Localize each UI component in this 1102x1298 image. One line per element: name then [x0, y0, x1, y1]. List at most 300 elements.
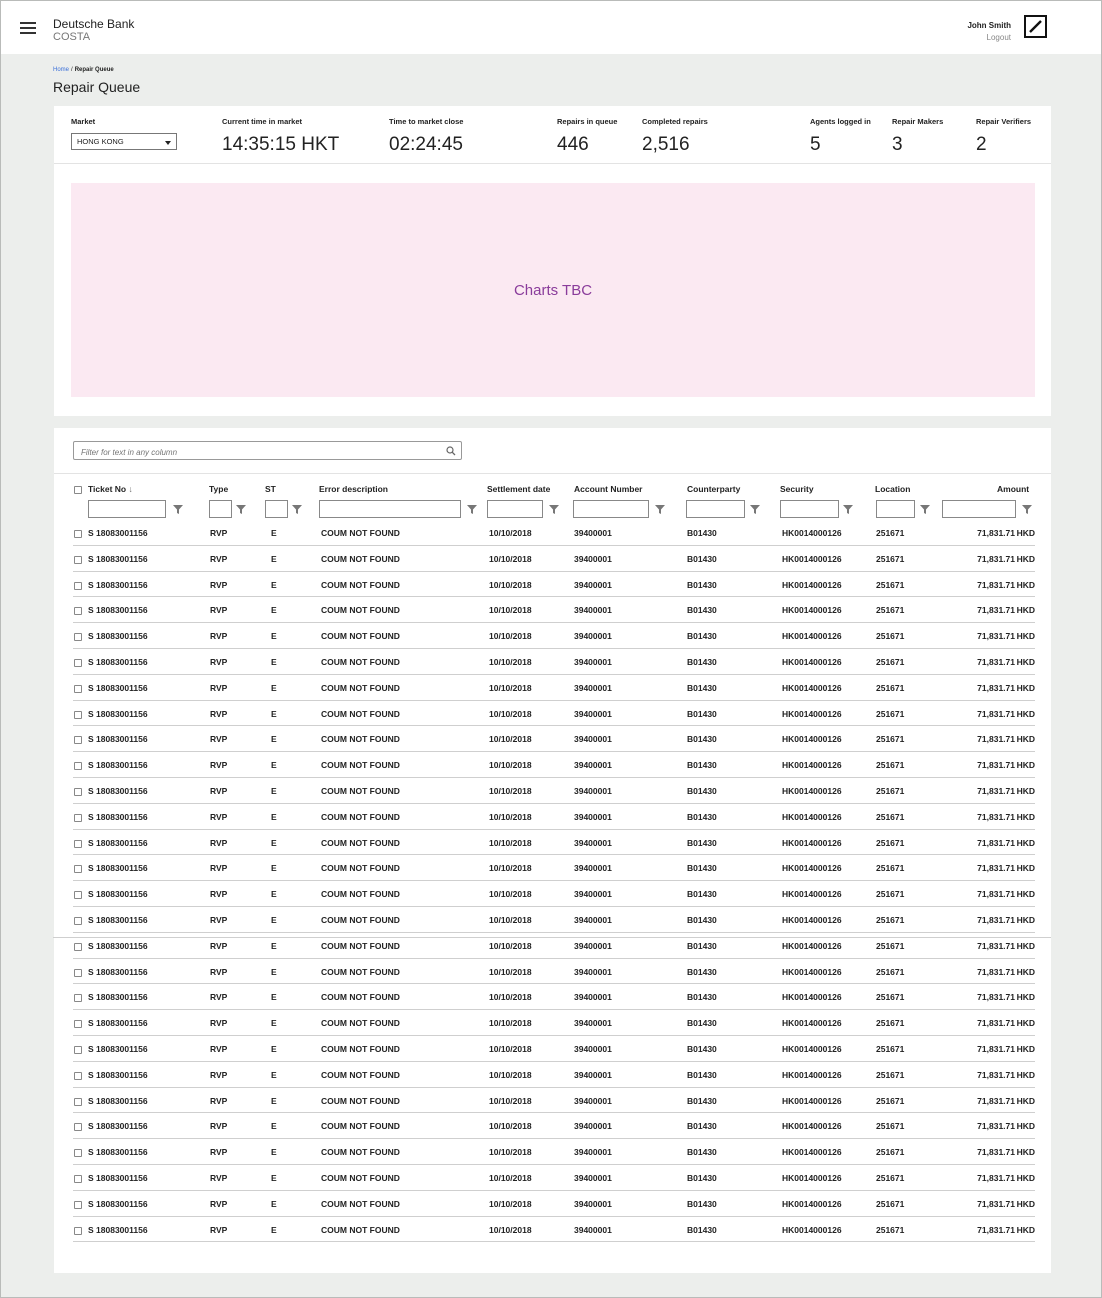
table-row[interactable] [73, 804, 1035, 830]
type-cell: RVP [210, 528, 228, 538]
user-name: John Smith [967, 21, 1011, 30]
table-row[interactable] [73, 778, 1035, 804]
table-row[interactable] [73, 1217, 1035, 1243]
table-row[interactable] [73, 1139, 1035, 1165]
table-row[interactable] [73, 597, 1035, 623]
st-cell: E [271, 1095, 277, 1106]
filter-icon[interactable] [1022, 505, 1032, 514]
counterparty-cell: B01430 [687, 682, 717, 693]
amount-cell: 71,831.71 [977, 1095, 1015, 1106]
row-checkbox[interactable] [74, 762, 82, 770]
location-cell: 251671 [876, 682, 905, 693]
amount-cell: 71,831.71 [977, 1044, 1015, 1054]
type-cell: RVP [210, 915, 228, 925]
counterparty-cell: B01430 [687, 528, 717, 538]
ticket-no-cell: S 18083001156 [88, 708, 148, 719]
amount-cell: 71,831.71 [977, 811, 1015, 822]
location-cell: 251671 [876, 734, 905, 745]
type-cell: RVP [210, 1018, 228, 1029]
counterparty-cell: B01430 [687, 553, 717, 564]
counterparty-cell: B01430 [687, 1018, 717, 1029]
location-cell: 251671 [876, 1044, 905, 1054]
table-row[interactable] [73, 623, 1035, 649]
table-row[interactable] [73, 984, 1035, 1010]
row-checkbox[interactable] [74, 607, 82, 615]
type-cell: RVP [210, 1173, 228, 1183]
stat-value: 2 [976, 134, 987, 155]
column-header-security[interactable]: Security [780, 484, 814, 494]
error-description-cell: COUM NOT FOUND [321, 1173, 400, 1183]
type-cell: RVP [210, 966, 228, 977]
table-row[interactable] [73, 855, 1035, 881]
error-description-cell: COUM NOT FOUND [321, 1121, 400, 1132]
settlement-date-filter-input[interactable] [487, 500, 543, 518]
st-cell: E [271, 528, 277, 538]
table-row[interactable] [73, 1113, 1035, 1139]
error-description-cell: COUM NOT FOUND [321, 889, 400, 900]
row-checkbox[interactable] [74, 1020, 82, 1028]
security-cell: HK0014000126 [782, 657, 842, 667]
security-cell: HK0014000126 [782, 734, 842, 745]
st-cell: E [271, 682, 277, 693]
currency-cell: HKD [1016, 1173, 1035, 1183]
ticket-no-cell: S 18083001156 [88, 553, 148, 564]
error-description-cell: COUM NOT FOUND [321, 605, 400, 616]
amount-cell: 71,831.71 [977, 940, 1015, 951]
settlement-date-cell: 10/10/2018 [489, 992, 532, 1003]
row-checkbox[interactable] [74, 1149, 82, 1157]
row-checkbox[interactable] [74, 840, 82, 848]
currency-cell: HKD [1016, 966, 1035, 977]
row-checkbox[interactable] [74, 556, 82, 564]
account-number-cell: 39400001 [574, 915, 612, 925]
error-description-cell: COUM NOT FOUND [321, 992, 400, 1003]
filter-icon[interactable] [292, 505, 302, 514]
security-cell: HK0014000126 [782, 1173, 842, 1183]
amount-cell: 71,831.71 [977, 631, 1015, 642]
stat-value: 3 [892, 134, 903, 155]
table-row[interactable] [73, 1062, 1035, 1088]
location-cell: 251671 [876, 579, 905, 590]
table-row[interactable] [73, 572, 1035, 598]
type-cell: RVP [210, 553, 228, 564]
amount-cell: 71,831.71 [977, 760, 1015, 771]
security-cell: HK0014000126 [782, 1018, 842, 1029]
security-cell: HK0014000126 [782, 1198, 842, 1209]
row-checkbox[interactable] [74, 865, 82, 873]
ticket-no-cell: S 18083001156 [88, 734, 148, 745]
settlement-date-cell: 10/10/2018 [489, 1224, 532, 1235]
table-row[interactable] [73, 649, 1035, 675]
stat-agents-logged-in [810, 117, 871, 156]
account-number-cell: 39400001 [574, 579, 612, 590]
amount-cell: 71,831.71 [977, 605, 1015, 616]
counterparty-cell: B01430 [687, 1095, 717, 1106]
ticket-no-cell: S 18083001156 [88, 1173, 148, 1183]
error-description-cell: COUM NOT FOUND [321, 837, 400, 848]
settlement-date-cell: 10/10/2018 [489, 863, 532, 874]
table-row[interactable] [73, 1191, 1035, 1217]
ticket-no-cell: S 18083001156 [88, 1147, 148, 1158]
table-row[interactable] [73, 1088, 1035, 1114]
counterparty-cell: B01430 [687, 1069, 717, 1080]
logout-link[interactable]: Logout [986, 33, 1011, 42]
st-cell: E [271, 1198, 277, 1209]
ticket-no-cell: S 18083001156 [88, 811, 148, 822]
location-cell: 251671 [876, 811, 905, 822]
column-header-amount[interactable]: Amount [997, 484, 1030, 494]
row-checkbox[interactable] [74, 582, 82, 590]
currency-cell: HKD [1016, 940, 1035, 951]
settlement-date-cell: 10/10/2018 [489, 966, 532, 977]
st-cell: E [271, 1069, 277, 1080]
st-cell: E [271, 760, 277, 771]
st-cell: E [271, 1224, 277, 1235]
app-name: COSTA [53, 31, 91, 43]
table-row[interactable] [73, 1165, 1035, 1191]
stat-value: 446 [557, 134, 589, 155]
row-checkbox[interactable] [74, 994, 82, 1002]
currency-cell: HKD [1016, 915, 1035, 925]
column-header-location[interactable]: Location [875, 484, 911, 494]
ticket-no-cell: S 18083001156 [88, 837, 148, 848]
stat-repair-makers [892, 117, 943, 156]
account-number-cell: 39400001 [574, 631, 612, 642]
column-header-account-number[interactable]: Account Number [574, 484, 643, 494]
amount-cell: 71,831.71 [977, 889, 1015, 900]
stat-label: Repairs in queue [557, 117, 618, 126]
type-cell: RVP [210, 940, 228, 951]
amount-cell: 71,831.71 [977, 992, 1015, 1003]
type-cell: RVP [210, 1121, 228, 1132]
security-cell: HK0014000126 [782, 1044, 842, 1054]
table-row[interactable] [73, 907, 1035, 933]
ticket-no-cell: S 18083001156 [88, 915, 148, 925]
account-number-cell: 39400001 [574, 1173, 612, 1183]
currency-cell: HKD [1016, 682, 1035, 693]
ticket-no-cell: S 18083001156 [88, 1198, 148, 1209]
st-cell: E [271, 1121, 277, 1132]
row-checkbox[interactable] [74, 1123, 82, 1131]
currency-cell: HKD [1016, 1044, 1035, 1054]
settlement-date-cell: 10/10/2018 [489, 915, 532, 925]
st-cell: E [271, 553, 277, 564]
security-cell: HK0014000126 [782, 811, 842, 822]
amount-cell: 71,831.71 [977, 1069, 1015, 1080]
security-cell: HK0014000126 [782, 1224, 842, 1235]
table-row[interactable] [73, 1010, 1035, 1036]
amount-cell: 71,831.71 [977, 786, 1015, 796]
row-checkbox[interactable] [74, 711, 82, 719]
stat-label: Current time in market [222, 117, 303, 126]
account-number-cell: 39400001 [574, 760, 612, 771]
settlement-date-cell: 10/10/2018 [489, 889, 532, 900]
counterparty-cell: B01430 [687, 966, 717, 977]
counterparty-cell: B01430 [687, 1121, 717, 1132]
stat-current-time [222, 117, 339, 156]
stat-repairs-in-queue [557, 117, 617, 156]
table-row[interactable] [73, 546, 1035, 572]
row-checkbox[interactable] [74, 1098, 82, 1106]
counterparty-cell: B01430 [687, 1173, 717, 1183]
user-info [967, 20, 1011, 45]
ticket-no-cell: S 18083001156 [88, 605, 148, 616]
global-filter[interactable] [73, 441, 462, 460]
location-cell: 251671 [876, 1198, 905, 1209]
error-description-cell: COUM NOT FOUND [321, 863, 400, 874]
counterparty-cell: B01430 [687, 708, 717, 719]
account-number-cell: 39400001 [574, 605, 612, 616]
location-cell: 251671 [876, 1095, 905, 1106]
location-cell: 251671 [876, 760, 905, 771]
currency-cell: HKD [1016, 579, 1035, 590]
filter-icon[interactable] [843, 505, 853, 514]
security-cell: HK0014000126 [782, 1095, 842, 1106]
breadcrumb [53, 67, 114, 73]
st-cell: E [271, 811, 277, 822]
stat-value: 5 [810, 134, 821, 155]
amount-cell: 71,831.71 [977, 553, 1015, 564]
account-number-cell: 39400001 [574, 940, 612, 951]
settlement-date-cell: 10/10/2018 [489, 1018, 532, 1029]
row-checkbox[interactable] [74, 814, 82, 822]
currency-cell: HKD [1016, 837, 1035, 848]
account-number-cell: 39400001 [574, 528, 612, 538]
filter-icon[interactable] [467, 505, 477, 514]
account-number-cell: 39400001 [574, 708, 612, 719]
security-cell: HK0014000126 [782, 889, 842, 900]
settlement-date-cell: 10/10/2018 [489, 1173, 532, 1183]
global-filter-input[interactable] [79, 447, 433, 458]
counterparty-cell: B01430 [687, 889, 717, 900]
account-number-cell: 39400001 [574, 811, 612, 822]
filter-icon[interactable] [655, 505, 665, 514]
currency-cell: HKD [1016, 528, 1035, 538]
account-number-cell: 39400001 [574, 657, 612, 667]
st-filter-input[interactable] [265, 500, 288, 518]
row-checkbox[interactable] [74, 736, 82, 744]
error-description-cell: COUM NOT FOUND [321, 760, 400, 771]
location-cell: 251671 [876, 992, 905, 1003]
error-description-cell: COUM NOT FOUND [321, 915, 400, 925]
currency-cell: HKD [1016, 553, 1035, 564]
row-checkbox[interactable] [74, 917, 82, 925]
account-number-cell: 39400001 [574, 1095, 612, 1106]
column-header-counterparty[interactable]: Counterparty [687, 484, 741, 494]
ticket-no-cell: S 18083001156 [88, 528, 148, 538]
location-cell: 251671 [876, 940, 905, 951]
row-checkbox[interactable] [74, 891, 82, 899]
table-row[interactable] [73, 726, 1035, 752]
error-description-cell: COUM NOT FOUND [321, 657, 400, 667]
type-cell: RVP [210, 708, 228, 719]
search-icon[interactable] [446, 446, 456, 456]
table-row[interactable] [73, 675, 1035, 701]
select-all-checkbox[interactable] [74, 486, 82, 494]
table-row[interactable] [73, 881, 1035, 907]
ticket-no-cell: S 18083001156 [88, 1224, 148, 1235]
column-header-label: Ticket No [88, 484, 127, 494]
menu-icon[interactable] [20, 22, 36, 34]
ticket-no-cell: S 18083001156 [88, 786, 148, 796]
counterparty-cell: B01430 [687, 940, 717, 951]
column-header-settlement-date[interactable]: Settlement date [487, 484, 551, 494]
currency-cell: HKD [1016, 1095, 1035, 1106]
amount-cell: 71,831.71 [977, 579, 1015, 590]
app-header [1, 1, 1101, 54]
settlement-date-cell: 10/10/2018 [489, 1198, 532, 1209]
error-description-filter-input[interactable] [319, 500, 461, 518]
security-cell: HK0014000126 [782, 682, 842, 693]
caret-down-icon [165, 141, 171, 145]
type-cell: RVP [210, 682, 228, 693]
type-cell: RVP [210, 992, 228, 1003]
row-checkbox[interactable] [74, 1046, 82, 1054]
table-row[interactable] [73, 752, 1035, 778]
amount-filter-input[interactable] [942, 500, 1016, 518]
currency-cell: HKD [1016, 657, 1035, 667]
breadcrumb-home-link[interactable]: Home [53, 67, 70, 73]
st-cell: E [271, 786, 277, 796]
security-filter-input[interactable] [780, 500, 839, 518]
stat-repair-verifiers [976, 117, 1031, 156]
security-cell: HK0014000126 [782, 1147, 842, 1158]
security-cell: HK0014000126 [782, 940, 842, 951]
type-cell: RVP [210, 1198, 228, 1209]
counterparty-cell: B01430 [687, 992, 717, 1003]
st-cell: E [271, 1147, 277, 1158]
table-row[interactable] [73, 959, 1035, 985]
account-number-cell: 39400001 [574, 889, 612, 900]
counterparty-cell: B01430 [687, 837, 717, 848]
settlement-date-cell: 10/10/2018 [489, 1095, 532, 1106]
filter-icon[interactable] [236, 505, 246, 514]
security-cell: HK0014000126 [782, 1121, 842, 1132]
currency-cell: HKD [1016, 786, 1035, 796]
ticket-no-cell: S 18083001156 [88, 1121, 148, 1132]
row-checkbox[interactable] [74, 1227, 82, 1235]
row-checkbox[interactable] [74, 943, 82, 951]
counterparty-filter-input[interactable] [686, 500, 745, 518]
location-cell: 251671 [876, 966, 905, 977]
stat-label: Time to market close [389, 117, 464, 126]
column-header-type[interactable]: Type [209, 484, 229, 494]
amount-cell: 71,831.71 [977, 657, 1015, 667]
column-header-st[interactable]: ST [265, 484, 276, 494]
filter-icon[interactable] [750, 505, 760, 514]
stat-value: 2,516 [642, 134, 690, 155]
table-row[interactable] [73, 701, 1035, 727]
st-cell: E [271, 1173, 277, 1183]
error-description-cell: COUM NOT FOUND [321, 553, 400, 564]
settlement-date-cell: 10/10/2018 [489, 1147, 532, 1158]
currency-cell: HKD [1016, 760, 1035, 771]
divider [54, 163, 1051, 164]
account-number-cell: 39400001 [574, 1069, 612, 1080]
chart-placeholder-text: Charts TBC [513, 281, 593, 299]
page-title: Repair Queue [53, 79, 141, 95]
error-description-cell: COUM NOT FOUND [321, 786, 400, 796]
row-checkbox[interactable] [74, 530, 82, 538]
st-cell: E [271, 1018, 277, 1029]
column-header-error-description[interactable]: Error description [319, 484, 388, 494]
filter-icon[interactable] [549, 505, 559, 514]
security-cell: HK0014000126 [782, 786, 842, 796]
counterparty-cell: B01430 [687, 1044, 717, 1054]
row-checkbox[interactable] [74, 659, 82, 667]
location-cell: 251671 [876, 1173, 905, 1183]
settlement-date-cell: 10/10/2018 [489, 708, 532, 719]
type-cell: RVP [210, 605, 228, 616]
brand-name: Deutsche Bank [53, 17, 135, 31]
row-checkbox[interactable] [74, 788, 82, 796]
error-description-cell: COUM NOT FOUND [321, 1044, 400, 1054]
counterparty-cell: B01430 [687, 760, 717, 771]
column-header-ticket-no[interactable] [88, 484, 133, 494]
stat-label: Repair Verifiers [976, 117, 1032, 126]
location-cell: 251671 [876, 528, 905, 538]
account-number-cell: 39400001 [574, 1224, 612, 1235]
divider [54, 473, 1051, 474]
sort-down-icon[interactable]: ↓ [128, 484, 133, 494]
error-description-cell: COUM NOT FOUND [321, 940, 400, 951]
currency-cell: HKD [1016, 889, 1035, 900]
type-cell: RVP [210, 889, 228, 900]
location-filter-input[interactable] [876, 500, 915, 518]
amount-cell: 71,831.71 [977, 682, 1015, 693]
repair-queue-table-panel [54, 428, 1051, 1273]
row-checkbox[interactable] [74, 685, 82, 693]
market-select[interactable] [71, 133, 177, 150]
counterparty-cell: B01430 [687, 811, 717, 822]
st-cell: E [271, 708, 277, 719]
table-row[interactable] [73, 1036, 1035, 1062]
security-cell: HK0014000126 [782, 992, 842, 1003]
amount-cell: 71,831.71 [977, 966, 1015, 977]
breadcrumb-current: Repair Queue [74, 67, 114, 73]
row-checkbox[interactable] [74, 1175, 82, 1183]
row-checkbox[interactable] [74, 1072, 82, 1080]
row-checkbox[interactable] [74, 633, 82, 641]
row-checkbox[interactable] [74, 969, 82, 977]
amount-cell: 71,831.71 [977, 1121, 1015, 1132]
error-description-cell: COUM NOT FOUND [321, 579, 400, 590]
filter-icon[interactable] [920, 505, 930, 514]
row-checkbox[interactable] [74, 1201, 82, 1209]
stat-label: Agents logged in [810, 117, 871, 126]
type-cell: RVP [210, 657, 228, 667]
settlement-date-cell: 10/10/2018 [489, 837, 532, 848]
ticket-no-cell: S 18083001156 [88, 657, 148, 667]
account-number-filter-input[interactable] [573, 500, 649, 518]
type-filter-input[interactable] [209, 500, 232, 518]
error-description-cell: COUM NOT FOUND [321, 1224, 400, 1235]
error-description-cell: COUM NOT FOUND [321, 708, 400, 719]
table-row[interactable] [73, 520, 1035, 546]
error-description-cell: COUM NOT FOUND [321, 1095, 400, 1106]
error-description-cell: COUM NOT FOUND [321, 528, 400, 538]
ticket-no-cell: S 18083001156 [88, 889, 148, 900]
account-number-cell: 39400001 [574, 966, 612, 977]
security-cell: HK0014000126 [782, 915, 842, 925]
currency-cell: HKD [1016, 992, 1035, 1003]
table-row[interactable] [73, 830, 1035, 856]
account-number-cell: 39400001 [574, 992, 612, 1003]
filter-icon[interactable] [173, 505, 183, 514]
location-cell: 251671 [876, 1147, 905, 1158]
ticket-no-filter-input[interactable] [88, 500, 166, 518]
market-stat [71, 117, 95, 126]
